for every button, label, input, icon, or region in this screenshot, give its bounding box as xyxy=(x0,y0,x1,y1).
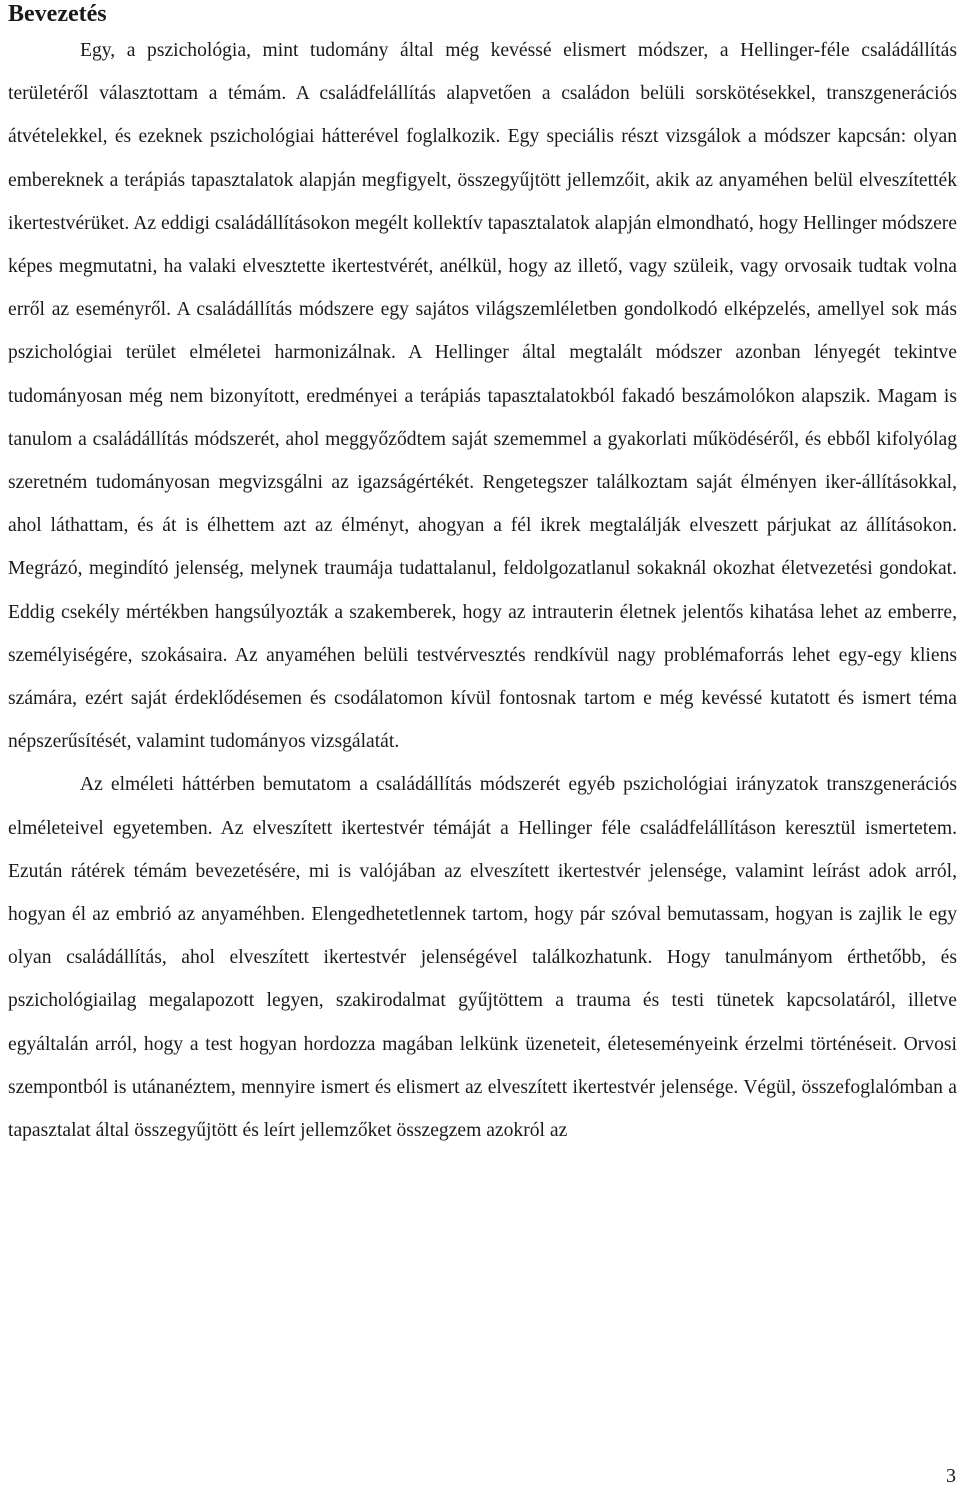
page-number: 3 xyxy=(946,1465,956,1487)
paragraph-outline: Az elméleti háttérben bemutatom a családállítás módszerét egyéb pszichológiai irányzatok transzgenerációs elméleteivel egyetemben. Az elveszített ikertestvér témáját a Hellinger féle családfelállításon keresztül ismertetem. Ezután rátérek témám bevezetésére, mi is valójában az elveszített ikertestvér jelensége, valamint leírást adok arról, hogyan él az embrió az anyaméhben. Elengedhetetlennek tartom, hogy pár szóval bemutassam, hogyan is zajlik le egy olyan családállítás, ahol elveszített ikertestvér jelenségével találkozhatunk. Hogy tanulmányom érthetőbb, és pszichológiailag megalapozott legyen, szakirodalmat gyűjtöttem a trauma és testi tünetek kapcsolatáról, illetve egyáltalán arról, hogy a test hogyan hordozza magában lelkünk üzeneteit, életeseményeink érzelmi történéseit. Orvosi szempontból is utánanéztem, mennyire ismert és elismert az elveszített ikertestvér jelensége. Végül, összefoglalómban a tapasztalat által összegyűjtött és leírt jellemzőket összegzem azokról az xyxy=(8,774,957,1142)
section-heading: Bevezetés xyxy=(8,1,107,27)
paragraph-intro: Egy, a pszichológia, mint tudomány által még kevéssé elismert módszer, a Hellinger-féle családállítás területéről választottam a témám. A családfelállítás alapvetően a családon belüli sorskötésekkel, transzgenerációs átvételekkel, és ezeknek pszichológiai hátterével foglalkozik. Egy speciális részt vizsgálok a módszer kapcsán: olyan embereknek a terápiás tapasztalatok alapján megfigyelt, összegyűjtött jellemzőit, akik az anyaméhen belül elveszítették ikertestvérüket. Az eddigi családállításokon megélt kollektív tapasztalatok alapján elmondható, hogy Hellinger módszere képes megmutatni, ha valaki elvesztette ikertestvérét, anélkül, hogy az illető, vagy szüleik, vagy orvosaik tudtak volna erről az eseményről. A családállítás módszere egy sajátos világszemléletben gondolkodó elképzelés, amellyel sok más pszichológiai terület elméletei harmonizálnak. A Hellinger által megtalált módszer azonban lényegét tekintve tudományosan még nem bizonyított, eredményei a terápiás tapasztalatokból fakadó beszámolókon alapszik. Magam is tanulom a családállítás módszerét, ahol meggyőződtem saját szememmel a gyakorlati működéséről, és ebből kifolyólag szeretném tudományosan megvizsgálni az igazságértékét. Rengetegszer találkoztam saját élményen iker-állításokkal, ahol láthattam, és át is élhettem azt az élményt, ahogyan a fél ikrek megtalálják elveszett párjukat az állításokon. Megrázó, megindító jelenség, melynek traumája tudattalanul, feldolgozatlanul sokaknál okozhat életvezetési gondokat. Eddig csekély mértékben hangsúlyozták a szakemberek, hogy az intrauterin életnek jelentős kihatása lehet az emberre, személyiségére, szokásaira. Az anyaméhen belüli testvérvesztés rendkívül nagy problémaforrás lehet egy-egy kliens számára, ezért saját érdeklődésemen és csodálatomon kívül fontosnak tartom e még kevéssé kutatott és ismert téma népszerűsítését, valamint tudományos vizsgálatát. xyxy=(8,40,957,753)
document-page xyxy=(8,0,957,1152)
